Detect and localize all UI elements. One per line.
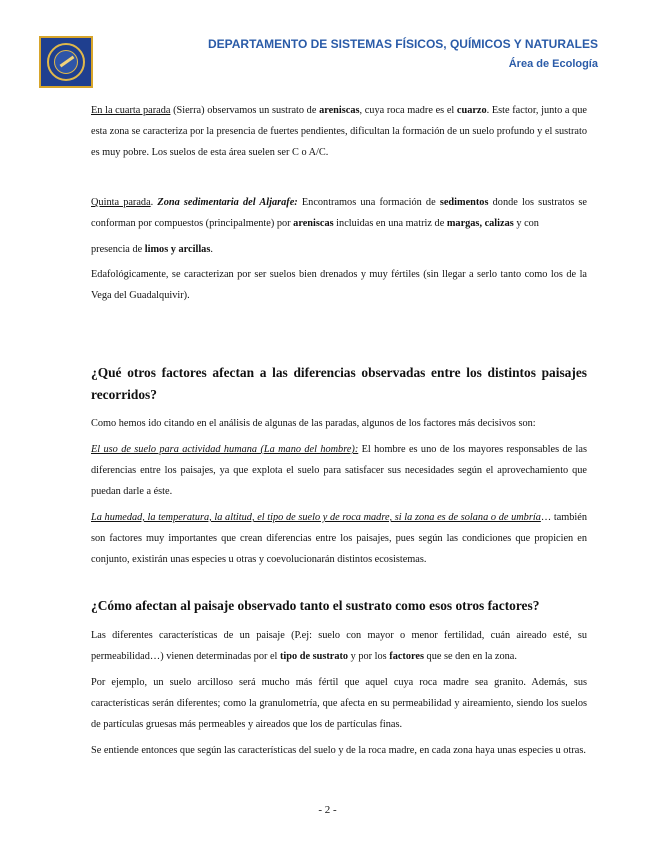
page-number: - 2 -	[318, 804, 337, 816]
heading-como-afectan: ¿Cómo afectan al paisaje observado tanto el sustrato como esos otros factores?	[91, 598, 540, 613]
paragraph-quinta-parada: Quinta parada. Zona sedimentaria del Aljarafe: Encontramos una formación de sedimentos donde los sustratos se conforman por compuestos (principalmente) por areniscas incluidas en una matriz de margas, calizas y con	[91, 197, 587, 229]
paragraph-por-ejemplo: Por ejemplo, un suelo arcilloso será mucho más fértil que aquel cuya roca madre sea granito. Además, sus características serán diferentes; como la granulometría, que afecta en su permeabilidad y aireamiento, siendo los suelos de partículas gruesas más permeables y aireados que los de partículas finas.	[91, 677, 587, 730]
paragraph-edafologicamente: Edafológicamente, se caracterizan por ser suelos bien drenados y muy fértiles (sin llegar a serlo tanto como los de la Vega del Guadalquivir).	[91, 269, 587, 301]
paragraph-uso-suelo: El uso de suelo para actividad humana (La mano del hombre): El hombre es uno de los mayores responsables de las diferencias entre los paisajes, ya que explota el suelo para satisfacer sus necesidades según el aprovechamiento que puedan darle a éste.	[91, 444, 587, 497]
paragraph-se-entiende: Se entiende entonces que según las características del suelo y de la roca madre, en cada zona haya unas especies u otras.	[91, 745, 586, 756]
university-seal-icon	[39, 36, 93, 88]
paragraph-humedad: La humedad, la temperatura, la altitud, el tipo de suelo y de roca madre, si la zona es de solana o de umbría… también son factores muy importantes que crean diferencias entre los paisajes, pues según las condiciones que propicien en conjunto, existirán unas especies u otras y coevolucionarán distintos ecosistemas.	[91, 512, 587, 565]
department-title: DEPARTAMENTO DE SISTEMAS FÍSICOS, QUÍMICOS Y NATURALES	[207, 37, 598, 51]
document-body	[91, 100, 587, 761]
paragraph-como-hemos: Como hemos ido citando en el análisis de algunas de las paradas, algunos de los factores más decisivos son:	[91, 418, 536, 429]
area-title: Área de Ecología	[508, 58, 598, 70]
paragraph-cuarta-parada: En la cuarta parada (Sierra) observamos un sustrato de areniscas, cuya roca madre es el cuarzo. Este factor, junto a que esta zona se caracteriza por la presencia de fuertes pendientes, dificultan la formación de un suelo profundo y el sustrato es muy pobre. Los suelos de esta área suelen ser C o A/C.	[91, 105, 587, 158]
heading-otros-factores: ¿Qué otros factores afectan a las diferencias observadas entre los distintos paisajes recorridos?	[91, 365, 587, 402]
paragraph-diferentes-caracteristicas: Las diferentes características de un paisaje (P.ej: suelo con mayor o menor fertilidad, cuán aireado esté, su permeabilidad…) vienen determinadas por el tipo de sustrato y por los factores que se den en la zona.	[91, 630, 587, 662]
paragraph-limos: presencia de limos y arcillas.	[91, 244, 213, 255]
